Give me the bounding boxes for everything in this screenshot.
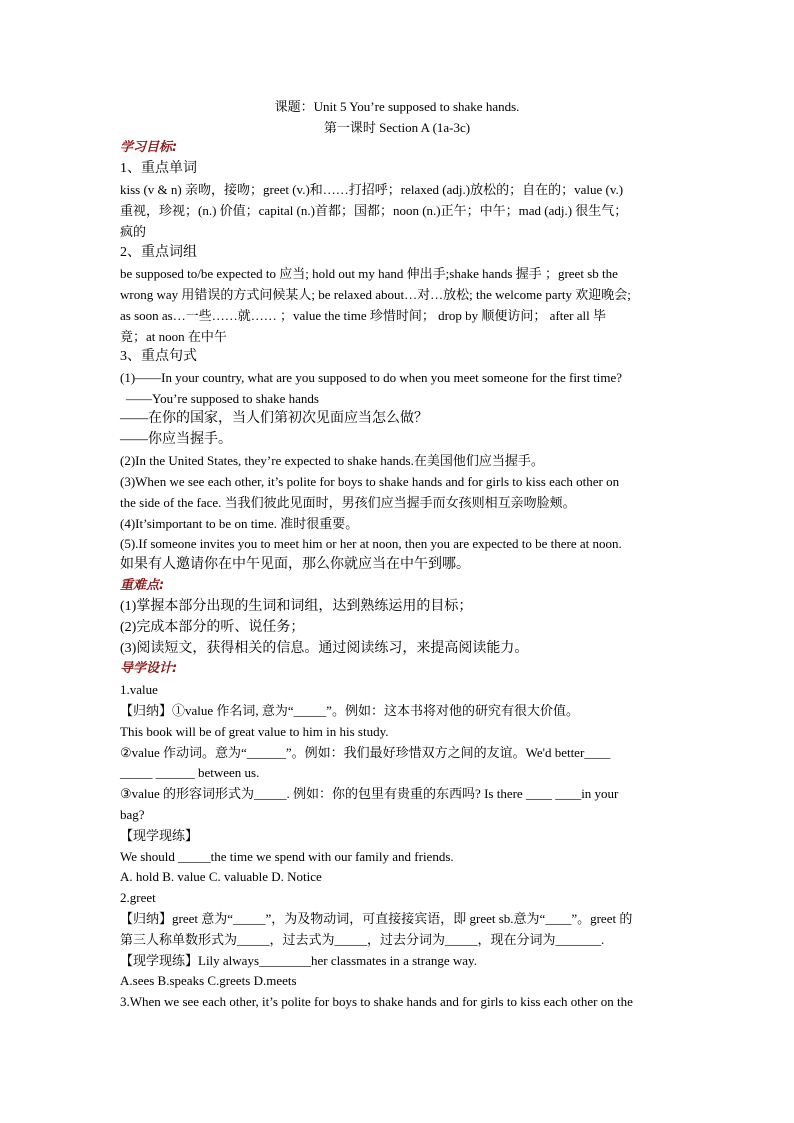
design-line: 1.value	[120, 682, 158, 697]
vocab-line: kiss (v & n) 亲吻，接吻；greet (v.)和……打招呼；relaxed (adj.)放松的；自在的；value (v.)	[120, 182, 624, 197]
sentence-line: ——You’re supposed to shake hands	[126, 391, 319, 406]
sentence-line: (1)——In your country, what are you supposed to do when you meet someone for the first time?	[120, 370, 623, 385]
sentence-line: (2)In the United States, they’re expected to shake hands.在美国他们应当握手。	[120, 453, 544, 468]
sentence-line: ——你应当握手。	[120, 432, 232, 447]
vocab-line: 重视，珍视；(n.) 价值；capital (n.)首都；国都；noon (n.)正午；中午；mad (adj.) 很生气；	[120, 203, 628, 218]
design-line: 【现学现练】	[120, 828, 199, 843]
lesson-title: 课题：Unit 5 You’re supposed to shake hands.	[274, 99, 520, 114]
key-points-heading: 重难点:	[120, 578, 165, 593]
design-line: 2.greet	[120, 890, 156, 905]
section-heading-phrases: 2、重点词组	[120, 245, 197, 260]
design-line: A.sees B.speaks C.greets D.meets	[120, 973, 297, 988]
design-line: A. hold B. value C. valuable D. Notice	[120, 869, 322, 884]
design-line: 3.When we see each other, it’s polite for boys to shake hands and for girls to kiss each other on the	[120, 994, 633, 1009]
design-line: 【归纳】①value 作名词, 意为“_____”。例如：这本书将对他的研究有很大价值。	[120, 703, 579, 718]
design-line: This book will be of great value to him in his study.	[120, 724, 389, 739]
objectives-heading: 学习目标:	[120, 140, 178, 155]
section-heading-sentences: 3、重点句式	[120, 349, 197, 364]
lesson-subtitle: 第一课时 Section A (1a-3c)	[323, 120, 471, 135]
phrase-line: as soon as…一些……就…… ；value the time 珍惜时间； drop by 顺便访问； after all 毕	[120, 308, 606, 323]
section-heading-words: 1、重点单词	[120, 161, 197, 176]
design-heading: 导学设计:	[120, 661, 178, 676]
sentence-line: 如果有人邀请你在中午见面，那么你就应当在中午到哪。	[120, 557, 470, 572]
design-line: ②value 作动词。意为“______”。例如：我们最好珍惜双方之间的友谊。We'd better____	[120, 745, 611, 760]
sentence-line: (3)When we see each other, it’s polite for boys to shake hands and for girls to kiss each other on	[120, 474, 620, 489]
design-line: 第三人称单数形式为_____，过去式为_____，过去分词为_____，现在分词为_______.	[120, 932, 605, 947]
sentence-line: ——在你的国家，当人们第初次见面应当怎么做？	[120, 411, 428, 426]
phrase-line: wrong way 用错误的方式问候某人; be relaxed about…对…放松; the welcome party 欢迎晚会;	[120, 287, 631, 302]
key-point-line: (2)完成本部分的听、说任务；	[120, 620, 305, 635]
key-point-line: (1)掌握本部分出现的生词和词组，达到熟练运用的目标；	[120, 599, 473, 614]
design-line: _____ ______ between us.	[120, 765, 260, 780]
sentence-line: (4)It’simportant to be on time. 准时很重要。	[120, 516, 359, 531]
vocab-line: 疯的	[120, 224, 147, 239]
key-point-line: (3)阅读短文，获得相关的信息。通过阅读练习，来提高阅读能力。	[120, 641, 529, 656]
phrase-line: 竟；at noon 在中午	[120, 329, 227, 344]
design-line: ③value 的形容词形式为_____. 例如：你的包里有贵重的东西吗? Is there ____ ____in your	[120, 786, 619, 801]
design-line: bag?	[120, 807, 145, 822]
design-line: 【归纳】greet 意为“_____”，为及物动词，可直接接宾语，即 greet sb.意为“____”。greet 的	[120, 911, 633, 926]
sentence-line: the side of the face. 当我们彼此见面时，男孩们应当握手而女孩则相互亲吻脸颊。	[120, 495, 576, 510]
design-line: 【现学现练】Lily always________her classmates in a strange way.	[120, 953, 477, 968]
sentence-line: (5).If someone invites you to meet him or her at noon, then you are expected to be there at noon.	[120, 536, 622, 551]
phrase-line: be supposed to/be expected to 应当; hold out my hand 伸出手;shake hands 握手 ；greet sb the	[120, 266, 618, 281]
design-line: We should _____the time we spend with our family and friends.	[120, 849, 454, 864]
